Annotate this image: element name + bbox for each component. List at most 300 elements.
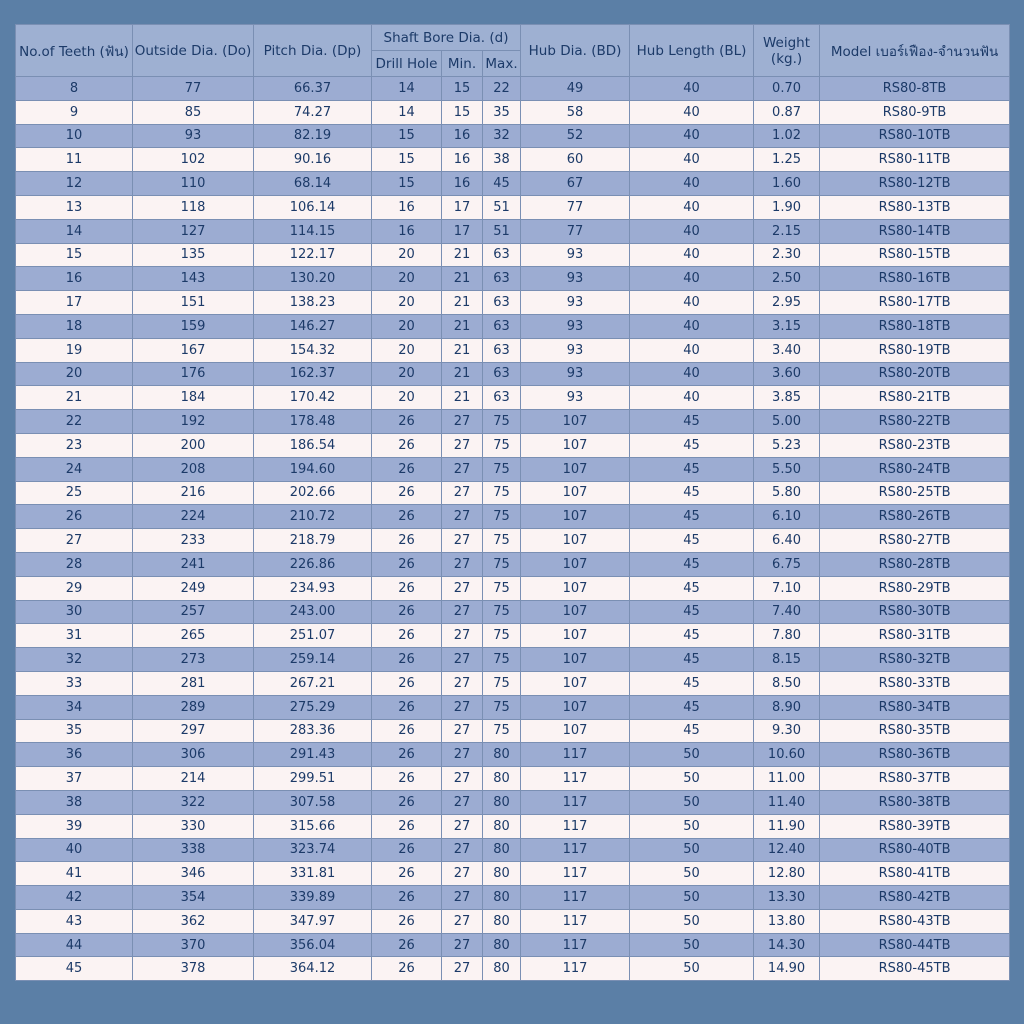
cell-hub-dia: 49 [521,77,630,101]
cell-bore-max: 80 [483,909,521,933]
cell-outside-dia: 233 [133,529,254,553]
cell-outside-dia: 273 [133,648,254,672]
table-row [16,957,1010,981]
table-row [16,124,1010,148]
cell-hub-dia: 117 [521,767,630,791]
cell-bore-min: 27 [442,695,483,719]
cell-outside-dia: 102 [133,148,254,172]
cell-weight: 7.80 [754,624,820,648]
cell-teeth: 18 [16,314,133,338]
cell-model: RS80-32TB [820,648,1010,672]
cell-hub-length: 50 [630,814,754,838]
cell-model: RS80-38TB [820,790,1010,814]
cell-model: RS80-44TB [820,933,1010,957]
cell-weight: 14.30 [754,933,820,957]
cell-model: RS80-14TB [820,219,1010,243]
cell-weight: 11.00 [754,767,820,791]
cell-hub-length: 40 [630,195,754,219]
cell-hub-length: 45 [630,719,754,743]
cell-teeth: 17 [16,291,133,315]
cell-bore-max: 63 [483,386,521,410]
cell-bore-min: 27 [442,457,483,481]
cell-outside-dia: 77 [133,77,254,101]
cell-outside-dia: 143 [133,267,254,291]
cell-bore-min: 27 [442,648,483,672]
header-model: Model เบอร์เฟือง-จำนวนฟัน [820,25,1010,77]
cell-pitch-dia: 283.36 [254,719,372,743]
cell-model: RS80-37TB [820,767,1010,791]
cell-drill-hole: 26 [372,719,442,743]
cell-pitch-dia: 356.04 [254,933,372,957]
cell-hub-dia: 107 [521,719,630,743]
cell-hub-length: 45 [630,457,754,481]
cell-model: RS80-29TB [820,576,1010,600]
cell-model: RS80-22TB [820,410,1010,434]
cell-weight: 6.40 [754,529,820,553]
cell-bore-max: 80 [483,743,521,767]
cell-bore-min: 27 [442,767,483,791]
cell-hub-length: 50 [630,838,754,862]
cell-drill-hole: 26 [372,648,442,672]
cell-pitch-dia: 170.42 [254,386,372,410]
cell-bore-min: 27 [442,719,483,743]
cell-teeth: 28 [16,552,133,576]
cell-weight: 7.40 [754,600,820,624]
cell-bore-min: 21 [442,243,483,267]
cell-bore-max: 63 [483,243,521,267]
cell-teeth: 10 [16,124,133,148]
cell-outside-dia: 289 [133,695,254,719]
cell-pitch-dia: 267.21 [254,671,372,695]
cell-hub-length: 45 [630,481,754,505]
cell-drill-hole: 26 [372,457,442,481]
cell-weight: 8.15 [754,648,820,672]
cell-bore-min: 16 [442,148,483,172]
cell-hub-length: 40 [630,148,754,172]
table-row [16,838,1010,862]
table-row [16,291,1010,315]
cell-bore-min: 27 [442,529,483,553]
header-pitch-dia: Pitch Dia. (Dp) [254,25,372,77]
cell-weight: 0.70 [754,77,820,101]
cell-model: RS80-13TB [820,195,1010,219]
cell-teeth: 34 [16,695,133,719]
cell-bore-min: 21 [442,362,483,386]
cell-hub-dia: 117 [521,909,630,933]
header-weight [754,25,820,77]
cell-weight: 1.25 [754,148,820,172]
cell-outside-dia: 378 [133,957,254,981]
cell-teeth: 42 [16,886,133,910]
cell-hub-dia: 107 [521,695,630,719]
cell-hub-length: 40 [630,100,754,124]
header-min: Min. [442,51,483,77]
cell-hub-dia: 60 [521,148,630,172]
cell-hub-length: 45 [630,600,754,624]
cell-drill-hole: 26 [372,481,442,505]
cell-outside-dia: 241 [133,552,254,576]
cell-outside-dia: 265 [133,624,254,648]
table-row [16,814,1010,838]
cell-drill-hole: 26 [372,838,442,862]
cell-model: RS80-45TB [820,957,1010,981]
cell-model: RS80-34TB [820,695,1010,719]
cell-teeth: 35 [16,719,133,743]
cell-pitch-dia: 307.58 [254,790,372,814]
cell-outside-dia: 85 [133,100,254,124]
cell-weight: 2.50 [754,267,820,291]
table-row [16,743,1010,767]
cell-teeth: 45 [16,957,133,981]
cell-weight: 11.90 [754,814,820,838]
cell-outside-dia: 354 [133,886,254,910]
cell-teeth: 27 [16,529,133,553]
cell-hub-dia: 93 [521,314,630,338]
cell-drill-hole: 26 [372,410,442,434]
cell-model: RS80-40TB [820,838,1010,862]
cell-outside-dia: 127 [133,219,254,243]
cell-pitch-dia: 364.12 [254,957,372,981]
cell-outside-dia: 192 [133,410,254,434]
cell-drill-hole: 26 [372,743,442,767]
cell-bore-max: 75 [483,433,521,457]
cell-weight: 13.30 [754,886,820,910]
cell-bore-max: 63 [483,267,521,291]
cell-teeth: 39 [16,814,133,838]
table-row [16,338,1010,362]
cell-drill-hole: 15 [372,124,442,148]
cell-weight: 5.23 [754,433,820,457]
cell-outside-dia: 214 [133,767,254,791]
cell-drill-hole: 26 [372,957,442,981]
table-body [16,77,1010,981]
cell-bore-min: 15 [442,77,483,101]
cell-outside-dia: 176 [133,362,254,386]
cell-bore-min: 27 [442,790,483,814]
cell-drill-hole: 15 [372,172,442,196]
cell-drill-hole: 26 [372,505,442,529]
cell-hub-dia: 52 [521,124,630,148]
cell-hub-dia: 107 [521,433,630,457]
cell-hub-dia: 107 [521,624,630,648]
cell-teeth: 14 [16,219,133,243]
table-row [16,529,1010,553]
cell-hub-length: 40 [630,338,754,362]
cell-pitch-dia: 202.66 [254,481,372,505]
cell-pitch-dia: 210.72 [254,505,372,529]
cell-teeth: 24 [16,457,133,481]
cell-pitch-dia: 186.54 [254,433,372,457]
cell-weight: 10.60 [754,743,820,767]
table-row [16,243,1010,267]
cell-hub-length: 40 [630,386,754,410]
cell-hub-length: 40 [630,172,754,196]
sprocket-spec-table [15,24,1010,981]
cell-hub-length: 45 [630,410,754,434]
cell-pitch-dia: 130.20 [254,267,372,291]
cell-weight: 6.10 [754,505,820,529]
cell-bore-min: 17 [442,195,483,219]
cell-weight: 12.80 [754,862,820,886]
cell-outside-dia: 184 [133,386,254,410]
cell-bore-min: 21 [442,338,483,362]
cell-bore-min: 27 [442,600,483,624]
cell-hub-length: 45 [630,695,754,719]
cell-model: RS80-19TB [820,338,1010,362]
cell-hub-dia: 107 [521,505,630,529]
cell-pitch-dia: 218.79 [254,529,372,553]
cell-pitch-dia: 66.37 [254,77,372,101]
cell-model: RS80-16TB [820,267,1010,291]
cell-hub-dia: 107 [521,671,630,695]
cell-teeth: 30 [16,600,133,624]
cell-pitch-dia: 339.89 [254,886,372,910]
cell-hub-length: 40 [630,362,754,386]
cell-weight: 1.02 [754,124,820,148]
cell-hub-dia: 93 [521,267,630,291]
cell-bore-min: 27 [442,481,483,505]
cell-bore-max: 80 [483,767,521,791]
cell-hub-length: 45 [630,552,754,576]
cell-bore-max: 75 [483,505,521,529]
cell-bore-min: 27 [442,433,483,457]
cell-bore-max: 22 [483,77,521,101]
table-row [16,862,1010,886]
cell-pitch-dia: 122.17 [254,243,372,267]
cell-model: RS80-28TB [820,552,1010,576]
cell-bore-max: 80 [483,933,521,957]
cell-model: RS80-17TB [820,291,1010,315]
cell-hub-dia: 107 [521,410,630,434]
cell-hub-length: 45 [630,671,754,695]
table-row [16,433,1010,457]
cell-pitch-dia: 68.14 [254,172,372,196]
cell-drill-hole: 20 [372,243,442,267]
cell-weight: 6.75 [754,552,820,576]
cell-model: RS80-18TB [820,314,1010,338]
cell-bore-max: 80 [483,790,521,814]
cell-outside-dia: 216 [133,481,254,505]
cell-model: RS80-12TB [820,172,1010,196]
cell-teeth: 8 [16,77,133,101]
cell-hub-dia: 117 [521,838,630,862]
table-row [16,933,1010,957]
cell-model: RS80-11TB [820,148,1010,172]
cell-hub-length: 50 [630,933,754,957]
table-row [16,648,1010,672]
cell-teeth: 41 [16,862,133,886]
cell-hub-dia: 117 [521,790,630,814]
cell-pitch-dia: 90.16 [254,148,372,172]
cell-outside-dia: 330 [133,814,254,838]
cell-drill-hole: 20 [372,267,442,291]
cell-weight: 8.50 [754,671,820,695]
cell-bore-max: 80 [483,814,521,838]
cell-weight: 2.30 [754,243,820,267]
cell-outside-dia: 151 [133,291,254,315]
table-row [16,219,1010,243]
cell-hub-length: 40 [630,124,754,148]
cell-outside-dia: 338 [133,838,254,862]
cell-bore-min: 27 [442,838,483,862]
cell-teeth: 29 [16,576,133,600]
cell-drill-hole: 26 [372,909,442,933]
cell-model: RS80-10TB [820,124,1010,148]
cell-hub-dia: 93 [521,291,630,315]
cell-hub-length: 45 [630,505,754,529]
cell-weight: 3.15 [754,314,820,338]
cell-model: RS80-25TB [820,481,1010,505]
table-row [16,719,1010,743]
cell-hub-dia: 77 [521,219,630,243]
cell-teeth: 36 [16,743,133,767]
cell-bore-max: 75 [483,719,521,743]
cell-pitch-dia: 259.14 [254,648,372,672]
cell-drill-hole: 26 [372,933,442,957]
cell-bore-max: 51 [483,195,521,219]
cell-hub-dia: 58 [521,100,630,124]
cell-bore-max: 80 [483,886,521,910]
cell-bore-min: 16 [442,172,483,196]
cell-pitch-dia: 82.19 [254,124,372,148]
cell-pitch-dia: 226.86 [254,552,372,576]
cell-pitch-dia: 299.51 [254,767,372,791]
cell-drill-hole: 26 [372,767,442,791]
cell-teeth: 26 [16,505,133,529]
cell-hub-length: 40 [630,219,754,243]
cell-teeth: 31 [16,624,133,648]
cell-hub-dia: 93 [521,338,630,362]
cell-hub-length: 40 [630,267,754,291]
cell-bore-min: 17 [442,219,483,243]
cell-hub-length: 50 [630,886,754,910]
cell-drill-hole: 26 [372,433,442,457]
cell-teeth: 13 [16,195,133,219]
cell-bore-max: 75 [483,410,521,434]
cell-drill-hole: 14 [372,100,442,124]
cell-bore-min: 27 [442,552,483,576]
cell-weight: 7.10 [754,576,820,600]
header-outside-dia: Outside Dia. (Do) [133,25,254,77]
cell-outside-dia: 118 [133,195,254,219]
cell-hub-dia: 107 [521,552,630,576]
cell-drill-hole: 16 [372,195,442,219]
cell-bore-max: 75 [483,600,521,624]
table-row [16,576,1010,600]
cell-pitch-dia: 275.29 [254,695,372,719]
cell-teeth: 23 [16,433,133,457]
cell-model: RS80-24TB [820,457,1010,481]
cell-bore-max: 75 [483,457,521,481]
cell-hub-dia: 107 [521,457,630,481]
cell-bore-max: 75 [483,695,521,719]
cell-bore-min: 21 [442,291,483,315]
cell-teeth: 16 [16,267,133,291]
cell-hub-length: 50 [630,743,754,767]
cell-outside-dia: 167 [133,338,254,362]
cell-bore-min: 15 [442,100,483,124]
cell-hub-dia: 117 [521,814,630,838]
cell-bore-min: 21 [442,314,483,338]
cell-drill-hole: 26 [372,790,442,814]
cell-hub-dia: 93 [521,362,630,386]
cell-drill-hole: 26 [372,862,442,886]
cell-teeth: 38 [16,790,133,814]
cell-weight: 3.60 [754,362,820,386]
cell-teeth: 22 [16,410,133,434]
cell-outside-dia: 362 [133,909,254,933]
cell-bore-max: 45 [483,172,521,196]
cell-hub-dia: 107 [521,600,630,624]
table-row [16,624,1010,648]
cell-weight: 5.80 [754,481,820,505]
table-row [16,600,1010,624]
header-shaft-bore: Shaft Bore Dia. (d) [372,25,521,51]
cell-bore-min: 27 [442,505,483,529]
header-hub-dia: Hub Dia. (BD) [521,25,630,77]
cell-hub-length: 40 [630,291,754,315]
cell-bore-max: 75 [483,576,521,600]
cell-teeth: 43 [16,909,133,933]
cell-drill-hole: 26 [372,814,442,838]
header-max: Max. [483,51,521,77]
cell-hub-length: 40 [630,77,754,101]
cell-hub-dia: 67 [521,172,630,196]
cell-model: RS80-43TB [820,909,1010,933]
cell-teeth: 44 [16,933,133,957]
cell-outside-dia: 257 [133,600,254,624]
cell-model: RS80-9TB [820,100,1010,124]
cell-bore-max: 75 [483,529,521,553]
cell-teeth: 32 [16,648,133,672]
cell-outside-dia: 370 [133,933,254,957]
cell-teeth: 21 [16,386,133,410]
cell-bore-min: 27 [442,671,483,695]
cell-bore-max: 75 [483,624,521,648]
cell-drill-hole: 26 [372,600,442,624]
header-hub-length: Hub Length (BL) [630,25,754,77]
cell-outside-dia: 93 [133,124,254,148]
cell-outside-dia: 306 [133,743,254,767]
cell-bore-min: 27 [442,862,483,886]
cell-bore-max: 75 [483,481,521,505]
cell-model: RS80-36TB [820,743,1010,767]
cell-bore-max: 32 [483,124,521,148]
cell-pitch-dia: 315.66 [254,814,372,838]
cell-bore-max: 80 [483,862,521,886]
table-row [16,671,1010,695]
cell-drill-hole: 26 [372,624,442,648]
cell-drill-hole: 20 [372,362,442,386]
cell-model: RS80-27TB [820,529,1010,553]
cell-bore-min: 27 [442,909,483,933]
cell-outside-dia: 322 [133,790,254,814]
cell-weight: 12.40 [754,838,820,862]
cell-hub-dia: 107 [521,648,630,672]
cell-outside-dia: 208 [133,457,254,481]
cell-drill-hole: 20 [372,291,442,315]
cell-teeth: 15 [16,243,133,267]
cell-hub-length: 50 [630,957,754,981]
cell-pitch-dia: 162.37 [254,362,372,386]
cell-hub-dia: 117 [521,862,630,886]
cell-hub-dia: 107 [521,529,630,553]
cell-drill-hole: 20 [372,314,442,338]
cell-model: RS80-31TB [820,624,1010,648]
cell-weight: 2.15 [754,219,820,243]
cell-bore-max: 63 [483,338,521,362]
header-drill-hole: Drill Hole [372,51,442,77]
